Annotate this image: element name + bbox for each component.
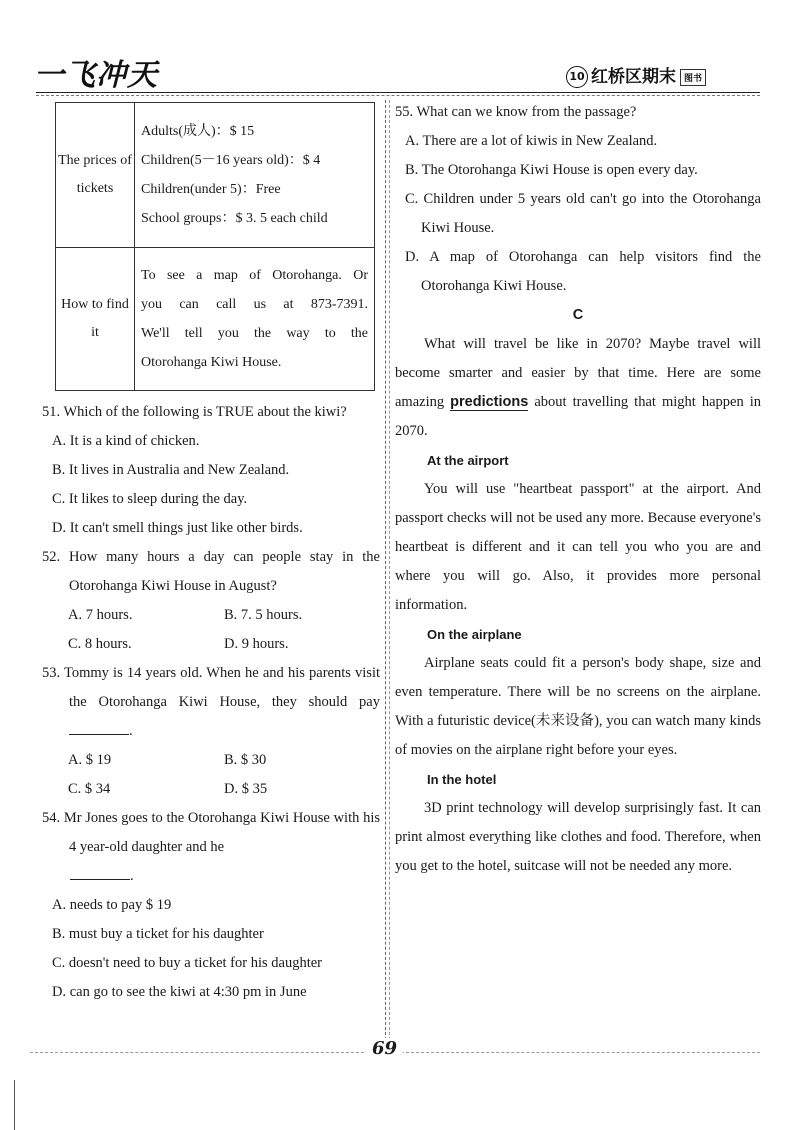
q53-option-a[interactable]: A. $ 19	[68, 752, 112, 768]
q54-option-d[interactable]: D. can go to see the kiwi at 4:30 pm in June	[52, 984, 307, 1000]
series-name: 红桥区期末	[591, 67, 676, 87]
section-text-airport: You will use "heartbeat passport" at the airport. And passport checks will not be used any more. Because everyone's heartbeat is different and it can tell you who you are and where you will go. Also, it provides more personal information.	[395, 481, 761, 613]
brand-logo: 一飞冲天	[34, 58, 158, 93]
table-line: you can call us at 873-7391.	[141, 297, 368, 312]
table-row-find	[56, 248, 375, 391]
page-number: 69	[366, 1038, 403, 1059]
answer-blank[interactable]	[69, 720, 129, 735]
header-rule	[36, 92, 760, 93]
q52-options-row2	[42, 630, 380, 659]
section-title-airport: At the airport	[427, 453, 509, 468]
q53-option-d[interactable]: D. $ 35	[224, 781, 268, 797]
q55-option-a[interactable]: A. There are a lot of kiwis in New Zealand.	[405, 133, 658, 149]
table-line: Children(under 5)：Free	[141, 182, 281, 197]
q51-option-d[interactable]: D. It can't smell things just like other birds.	[52, 520, 303, 536]
q51-option-c[interactable]: C. It likes to sleep during the day.	[52, 491, 248, 507]
table-line: Otorohanga Kiwi House.	[141, 355, 282, 370]
q51-option-a[interactable]: A. It is a kind of chicken.	[52, 433, 200, 449]
q51-option-b[interactable]: B. It lives in Australia and New Zealand.	[52, 462, 290, 478]
q55-option-d[interactable]: D. A map of Otorohanga can help visitors find the Otorohanga Kiwi House.	[405, 249, 761, 294]
header-rule-dashed	[36, 95, 760, 96]
q55-option-c[interactable]: C. Children under 5 years old can't go into the Otorohanga Kiwi House.	[405, 191, 761, 236]
series-title	[566, 62, 706, 88]
column-divider	[385, 100, 386, 1040]
q52-option-c[interactable]: C. 8 hours.	[68, 636, 132, 652]
section-title-hotel: In the hotel	[427, 772, 497, 787]
table-line: To see a map of Otorohanga. Or	[141, 268, 368, 283]
table-line: Children(5－16 years old)：$ 4	[141, 153, 321, 168]
q52-option-b[interactable]: B. 7. 5 hours.	[224, 607, 303, 623]
edge-mark	[14, 1080, 15, 1130]
question-53: 53. Tommy is 14 years old. When he and his parents visit the Otorohanga Kiwi House, they should pay .	[42, 665, 380, 739]
answer-blank[interactable]	[70, 865, 130, 880]
q53-option-b[interactable]: B. $ 30	[224, 752, 267, 768]
table-value	[135, 248, 375, 391]
right-column	[395, 98, 761, 881]
question-55-stem: 55. What can we know from the passage?	[395, 104, 637, 120]
intro-text-after: about travelling that might happen in 2070.	[395, 394, 761, 439]
section-text-airplane: Airplane seats could fit a person's body shape, size and even temperature. There will be no screens on the airplane. With a futuristic device(未来设备), you can watch many kinds of movies on the airplane right before your eyes.	[395, 655, 761, 758]
q55-option-b[interactable]: B. The Otorohanga Kiwi House is open every day.	[405, 162, 698, 178]
table-line: We'll tell you the way to the	[141, 326, 368, 341]
q54-option-b[interactable]: B. must buy a ticket for his daughter	[52, 926, 264, 942]
circled-number: 10	[566, 66, 588, 88]
passage-c-intro	[395, 330, 761, 446]
q52-option-a[interactable]: A. 7 hours.	[68, 607, 133, 623]
table-key: How to find it	[56, 248, 135, 391]
q54-option-c[interactable]: C. doesn't need to buy a ticket for his daughter	[52, 955, 322, 971]
q54-option-a[interactable]: A. needs to pay $ 19	[52, 897, 172, 913]
section-title-airplane: On the airplane	[427, 627, 522, 642]
series-tag: 图书	[680, 69, 706, 86]
q53-options-row1	[42, 746, 380, 775]
question-53-stem: 53. Tommy is 14 years old. When he and his parents visit the Otorohanga Kiwi House, they should pay	[42, 665, 380, 710]
q53-options-row2	[42, 775, 380, 804]
question-54	[42, 804, 380, 862]
left-column	[42, 398, 380, 1007]
keyword-predictions: predictions	[450, 394, 529, 410]
q52-options-row1	[42, 601, 380, 630]
table-value	[135, 103, 375, 248]
table-row-prices	[56, 103, 375, 248]
question-52-stem: 52. How many hours a day can people stay in the Otorohanga Kiwi House in August?	[42, 549, 380, 594]
passage-c-label: C	[572, 307, 584, 323]
question-54-blank-line: .	[42, 862, 380, 891]
q52-option-d[interactable]: D. 9 hours.	[224, 636, 289, 652]
column-divider-secondary	[389, 100, 390, 1040]
section-text-hotel: 3D print technology will develop surprisingly fast. It can print almost everything like clothes and food. Therefore, when you get to the hotel, suitcase will not be needed any more.	[395, 800, 761, 874]
question-54-stem: 54. Mr Jones goes to the Otorohanga Kiwi House with his 4 year-old daughter and he	[42, 810, 380, 855]
intro-text-before: What will travel be like in 2070? Maybe travel will become smarter and easier by that time. Here are some amazing	[395, 336, 761, 410]
table-key: The prices of tickets	[56, 103, 135, 248]
info-table	[55, 102, 375, 391]
table-line: Adults(成人)：$ 15	[141, 124, 255, 139]
q53-option-c[interactable]: C. $ 34	[68, 781, 111, 797]
table-line: School groups：$ 3. 5 each child	[141, 211, 328, 226]
question-51-stem: 51. Which of the following is TRUE about the kiwi?	[42, 404, 347, 420]
